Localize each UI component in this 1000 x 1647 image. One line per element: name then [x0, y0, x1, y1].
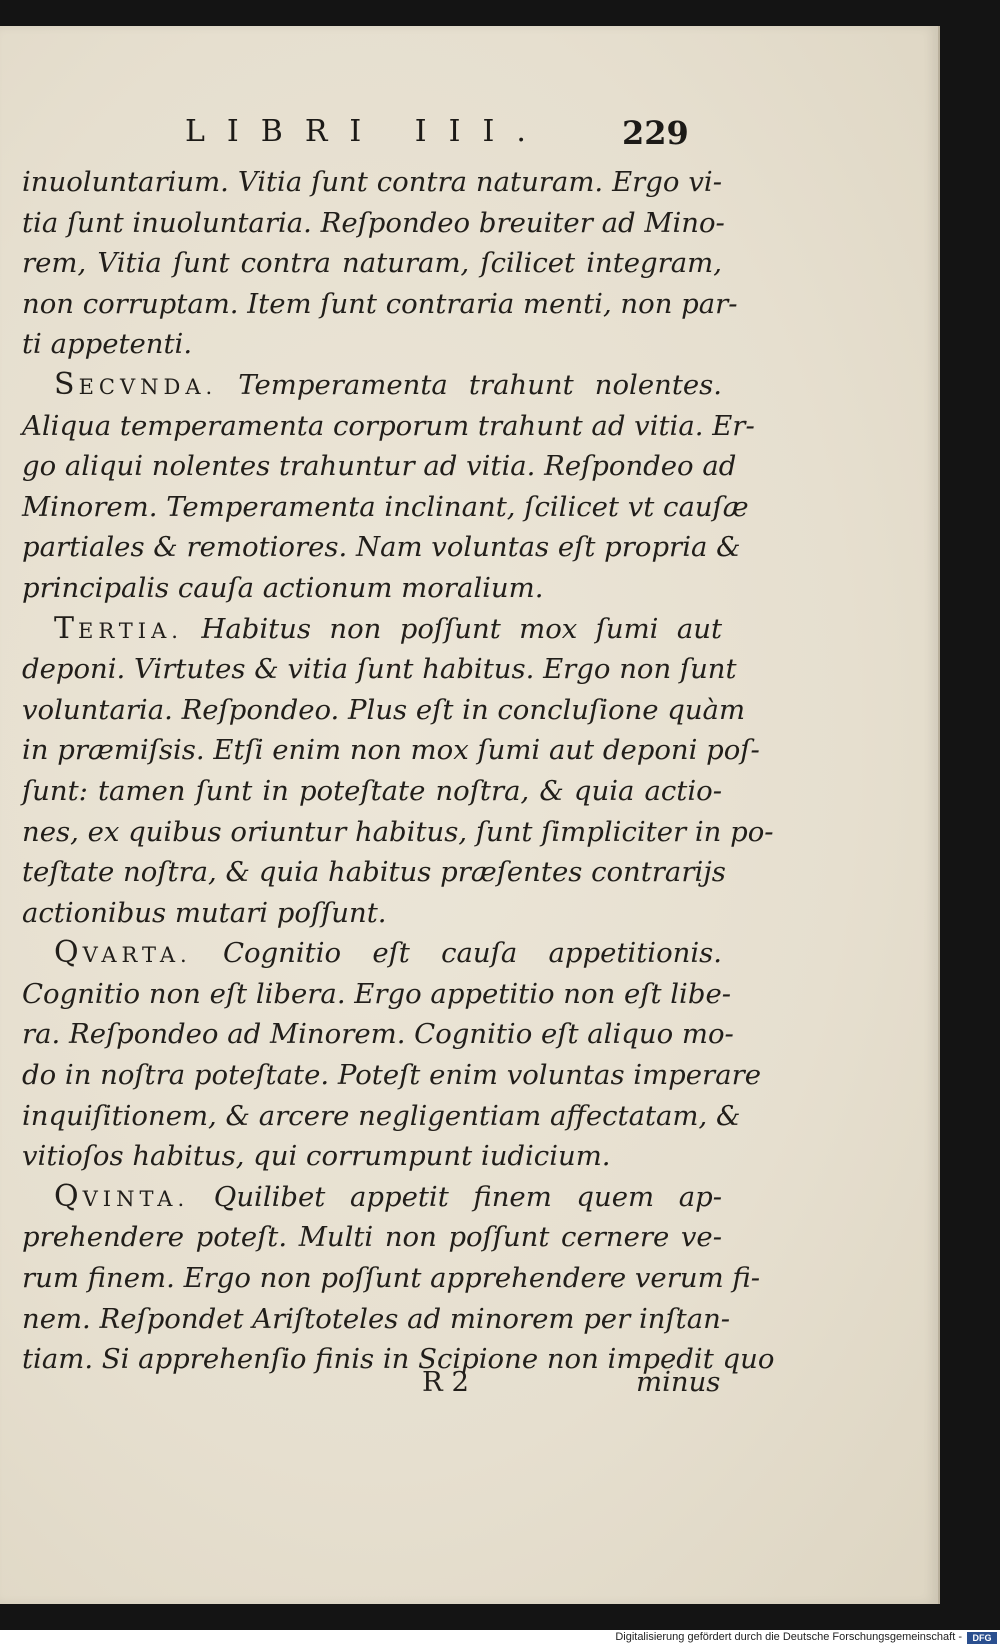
text-line: partiales & remotiores. Nam voluntas eſt propria &: [22, 531, 741, 564]
text-line: Cognitio non eſt libera. Ergo appetitio non eſt libe-: [22, 977, 732, 1010]
paragraph-tertia-first-line: TERTIA. Habitus non poſſunt mox ſumi aut: [54, 610, 722, 646]
text-line: tiam. Si apprehenſio finis in Scipione non impedit quo: [22, 1343, 775, 1376]
text-line: vitioſos habitus, qui corrumpunt iudicium.: [22, 1140, 611, 1173]
text-line: do in noſtra poteſtate. Poteſt enim voluntas imperare: [22, 1059, 762, 1092]
text-line: principalis cauſa actionum moralium.: [22, 571, 544, 604]
section-heading-quinta: QVINTA.: [54, 1178, 190, 1214]
dfg-logo-icon: DFG: [967, 1632, 997, 1644]
text-line: in præmiſsis. Etſi enim non mox ſumi aut deponi poſ-: [22, 734, 760, 767]
text-line: actionibus mutari poſſunt.: [22, 896, 387, 929]
text-line: voluntaria. Reſpondeo. Plus eſt in concluſione quàm: [22, 693, 746, 726]
book-page: [0, 26, 940, 1604]
running-title: LIBRI III.: [185, 114, 548, 149]
dfg-footer-bar: [0, 1630, 1000, 1647]
text-line: go aliqui nolentes trahuntur ad vitia. Reſpondeo ad: [22, 450, 737, 483]
text-line: ti appetenti.: [22, 328, 193, 361]
text-line: ſunt: tamen ſunt in poteſtate noſtra, & quia actio-: [22, 774, 722, 807]
running-head: [0, 114, 938, 160]
text-line: nem. Reſpondet Ariſtoteles ad minorem per inſtan-: [22, 1302, 731, 1335]
signature-mark: R 2: [422, 1366, 469, 1398]
text-line: rem, Vitia ſunt contra naturam, ſcilicet integram,: [22, 247, 722, 280]
text-line: deponi. Virtutes & vitia ſunt habitus. Ergo non ſunt: [22, 653, 737, 686]
paragraph-quinta-first-line: QVINTA. Quilibet appetit finem quem ap-: [54, 1178, 722, 1214]
page-footer: [0, 1366, 938, 1406]
text-line: nes, ex quibus oriuntur habitus, ſunt ſimpliciter in po-: [22, 815, 774, 848]
page-number: 229: [622, 114, 689, 152]
dfg-funding-notice: Digitalisierung gefördert durch die Deutsche Forschungsgemeinschaft -: [615, 1631, 962, 1643]
section-heading-secunda: SECVNDA.: [54, 366, 218, 402]
body-text: [22, 162, 775, 1380]
paragraph-secunda-first-line: SECVNDA. Temperamenta trahunt nolentes.: [54, 366, 722, 402]
section-heading-quarta: QVARTA.: [54, 935, 192, 971]
text-line: prehendere poteſt. Multi non poſſunt cernere ve-: [22, 1221, 722, 1254]
text-line: inuoluntarium. Vitia ſunt contra naturam. Ergo vi-: [22, 166, 722, 198]
catchword: minus: [636, 1366, 721, 1398]
text-line: non corruptam. Item ſunt contraria menti, non par-: [22, 287, 738, 320]
text-line: teſtate noſtra, & quia habitus præſentes contrarijs: [22, 856, 726, 889]
text-line: tia ſunt inuoluntaria. Reſpondeo breuiter ad Mino-: [22, 206, 725, 239]
paragraph-quarta-first-line: QVARTA. Cognitio eſt cauſa appetitionis.: [54, 935, 722, 971]
text-line: ra. Reſpondeo ad Minorem. Cognitio eſt aliquo mo-: [22, 1018, 734, 1051]
text-line: Aliqua temperamenta corporum trahunt ad vitia. Er-: [22, 409, 755, 442]
text-line: Minorem. Temperamenta inclinant, ſcilicet vt cauſæ: [22, 490, 749, 523]
text-line: rum finem. Ergo non poſſunt apprehendere verum fi-: [22, 1262, 761, 1295]
text-line: inquiſitionem, & arcere negligentiam affectatam, &: [22, 1099, 741, 1132]
section-heading-tertia: TERTIA.: [54, 610, 183, 646]
